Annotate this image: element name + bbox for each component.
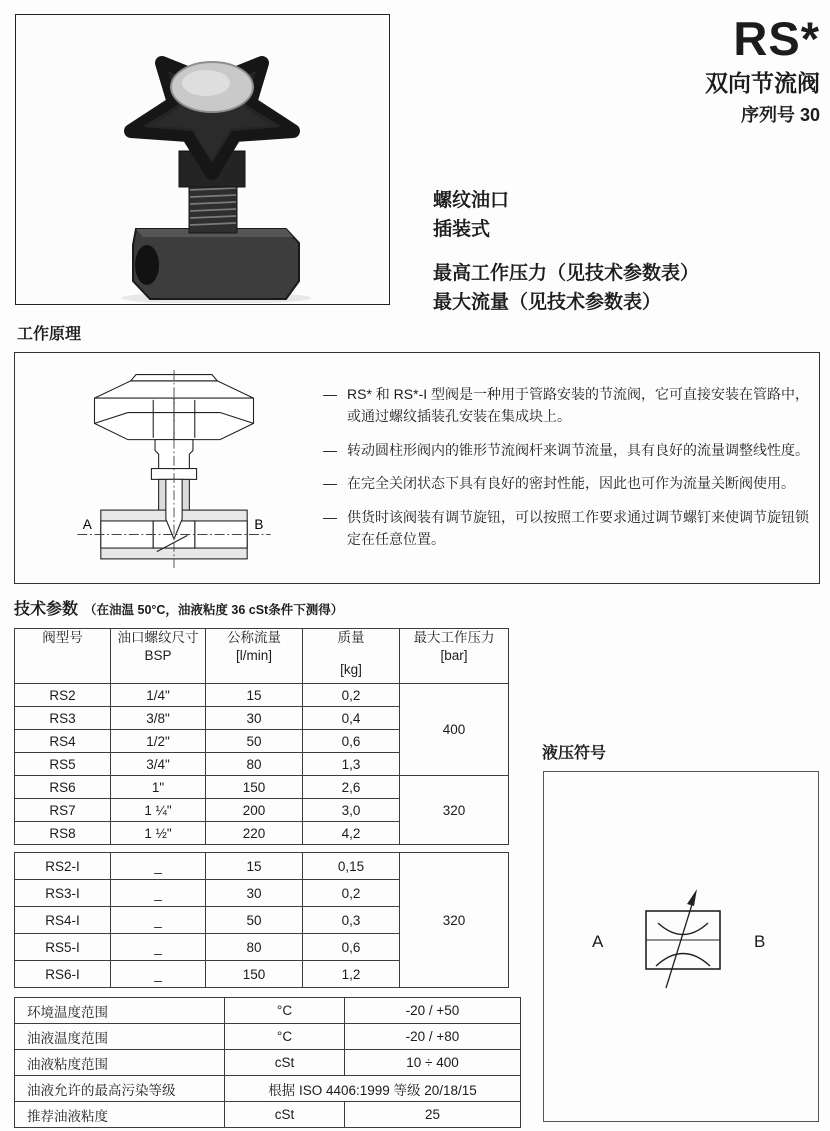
table-row: RS4 1/2" 50 0,6 <box>15 730 509 753</box>
feature-max-flow: 最大流量（见技术参数表） <box>433 292 662 313</box>
pressure-320-cell: 320 <box>400 853 509 988</box>
dash-icon: — <box>323 386 337 402</box>
params-table-rsi <box>14 852 509 988</box>
col-flow: 公称流量 [l/min] <box>206 629 303 684</box>
table-row: 环境温度范围 °C -20 / +50 <box>15 998 521 1024</box>
table-row: RS5-I _ 80 0,6 <box>15 934 509 961</box>
bullet-item: — 转动圆柱形阀内的锥形节流阀杆来调节流量，具有良好的流量调整线性度。 <box>323 439 811 461</box>
col-pressure: 最大工作压力 [bar] <box>400 629 509 684</box>
table-row: RS2-I _ 15 0,15 320 <box>15 853 509 880</box>
model-code: RS* <box>733 12 820 65</box>
feature-block <box>433 186 699 317</box>
symbol-port-b-label: B <box>754 932 766 951</box>
table-row: RS4-I _ 50 0,3 <box>15 907 509 934</box>
port-a-label: A <box>82 517 92 533</box>
table-row: RS7 1 ¼" 200 3,0 <box>15 799 509 822</box>
table-row: 油液粘度范围 cSt 10 ÷ 400 <box>15 1050 521 1076</box>
col-model: 阀型号 <box>15 629 111 684</box>
table-row: RS5 3/4" 80 1,3 <box>15 753 509 776</box>
feature-port-type: 螺纹油口 <box>433 190 510 211</box>
params-table-rs <box>14 628 509 845</box>
throttle-symbol-icon <box>544 772 817 1120</box>
table-header-row <box>15 629 509 684</box>
dash-icon: — <box>323 441 337 458</box>
symbol-panel <box>543 771 819 1122</box>
feature-cartridge: 插装式 <box>433 219 491 240</box>
product-name: 双向节流阀 <box>705 70 820 97</box>
dash-icon: — <box>323 475 337 492</box>
table-row: 油液允许的最高污染等级 根据 ISO 4406:1999 等级 20/18/15 <box>15 1076 521 1102</box>
valve-section-drawing <box>43 358 305 580</box>
bullet-item: — RS* 和 RS*-I 型阀是一种用于管路安装的节流阀，它可直接安装在管路中，或通过螺纹插装孔安装在集成块上。 <box>323 383 811 428</box>
principle-heading: 工作原理 <box>17 326 82 343</box>
symbol-port-a-label: A <box>592 932 604 951</box>
title-block <box>705 14 820 127</box>
pressure-320-cell: 320 <box>400 776 509 845</box>
product-photo-frame <box>15 14 390 305</box>
table-row: 推荐油液粘度 cSt 25 <box>15 1102 521 1128</box>
port-b-label: B <box>254 517 264 533</box>
bullet-item: — 在完全关闭状态下具有良好的密封性能，因此也可作为流量关断阀使用。 <box>323 472 811 494</box>
symbol-heading: 液压符号 <box>542 745 607 762</box>
col-thread: 油口螺纹尺寸 BSP <box>111 629 206 684</box>
test-conditions-note: （在油温 50°C，油液粘度 36 cSt条件下测得） <box>84 603 344 617</box>
bullet-item: — 供货时该阀装有调节旋钮，可以按照工作要求通过调节螺钉来使调节旋钮锁定在任意位置。 <box>323 506 811 551</box>
table-row: RS8 1 ½" 220 4,2 <box>15 822 509 845</box>
general-data-table <box>14 997 521 1128</box>
table-row: RS3-I _ 30 0,2 <box>15 880 509 907</box>
col-mass: 质量 [kg] <box>303 629 400 684</box>
table-row: RS2 1/4" 15 0,2 400 <box>15 684 509 707</box>
table-row: RS6 1" 150 2,6 320 <box>15 776 509 799</box>
table-row: RS3 3/8" 30 0,4 <box>15 707 509 730</box>
series-number: 序列号 30 <box>740 105 820 126</box>
pressure-400-cell: 400 <box>400 684 509 776</box>
table-row: 油液温度范围 °C -20 / +80 <box>15 1024 521 1050</box>
principle-panel <box>14 352 820 584</box>
valve-photo <box>16 15 388 303</box>
params-heading: 技术参数 （在油温 50°C，油液粘度 36 cSt条件下测得） <box>14 601 344 618</box>
feature-max-pressure: 最高工作压力（见技术参数表） <box>433 263 700 284</box>
principle-bullets <box>323 383 811 561</box>
dash-icon: — <box>323 508 337 525</box>
table-row: RS6-I _ 150 1,2 <box>15 961 509 988</box>
